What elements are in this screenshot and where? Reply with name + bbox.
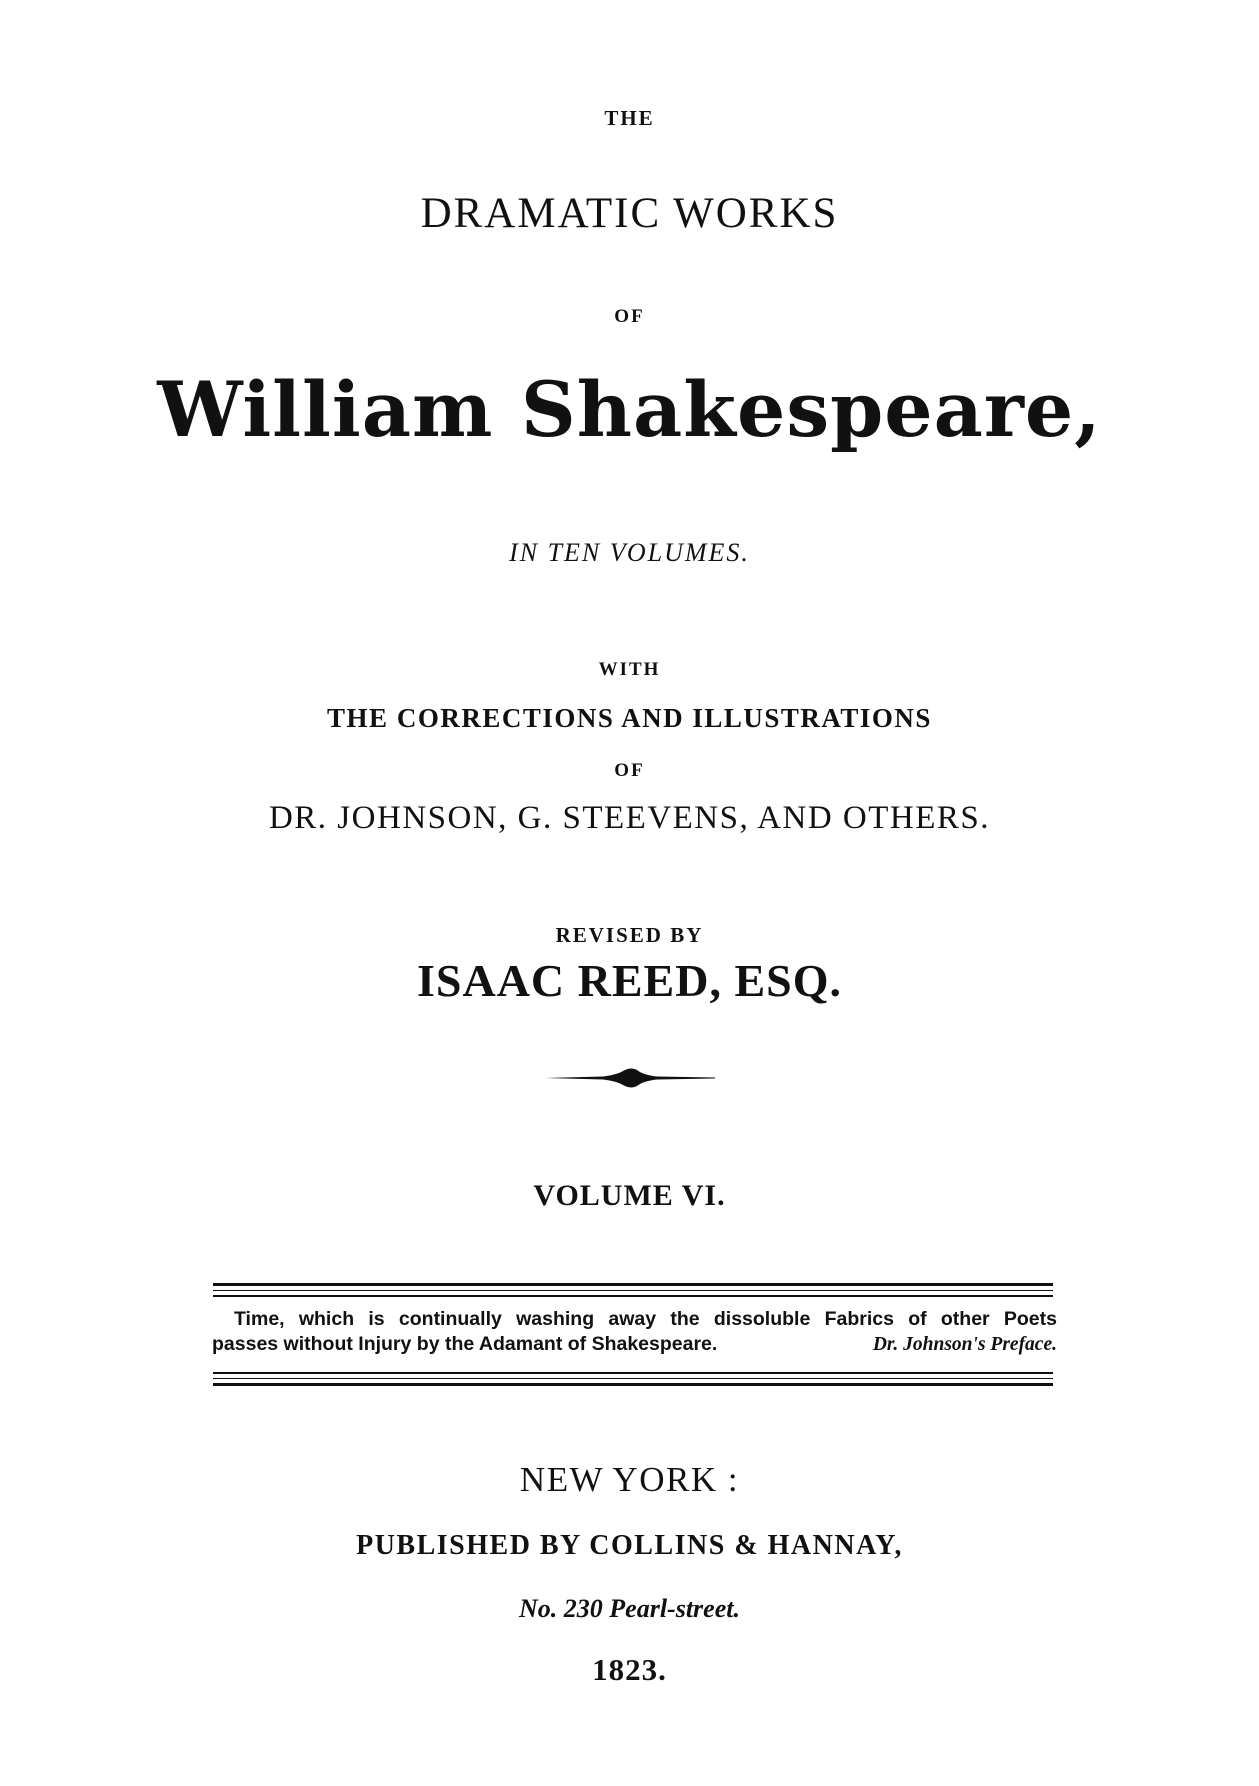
epigraph-top-rule-inner xyxy=(213,1295,1053,1297)
epigraph-bottom-rule-thin xyxy=(213,1378,1053,1379)
epigraph-bottom-rule-inner xyxy=(213,1372,1053,1374)
main-title: DRAMATIC WORKS xyxy=(420,190,839,237)
the-label: THE xyxy=(604,106,655,130)
epigraph-line-1: Time, which is continually washing away the dissoluble Fabrics of other Poets xyxy=(234,1308,1057,1330)
imprint-publisher: PUBLISHED BY COLLINS & HANNAY, xyxy=(356,1530,903,1561)
epigraph-bottom-rule xyxy=(213,1383,1053,1386)
ornament-divider xyxy=(545,1066,715,1090)
corrections-line: THE CORRECTIONS AND ILLUSTRATIONS xyxy=(327,703,932,733)
epigraph-top-rule xyxy=(213,1283,1053,1286)
of-label-2: OF xyxy=(614,760,645,781)
volume-number: VOLUME VI. xyxy=(533,1179,726,1212)
of-label-1: OF xyxy=(614,306,645,327)
epigraph-line-2: passes without Injury by the Adamant of Shakespeare. xyxy=(212,1333,718,1355)
revised-by-label: REVISED BY xyxy=(555,923,704,947)
epigraph xyxy=(212,1307,1057,1357)
with-label: WITH xyxy=(598,659,661,680)
epigraph-top-rule-thin xyxy=(213,1290,1053,1291)
editors-line: DR. JOHNSON, G. STEEVENS, AND OTHERS. xyxy=(268,800,991,836)
imprint-city: NEW YORK : xyxy=(519,1460,740,1499)
volumes-note: IN TEN VOLUMES. xyxy=(509,538,750,567)
epigraph-attribution: Dr. Johnson's Preface. xyxy=(872,1334,1057,1355)
author-name: William Shakespeare, xyxy=(157,365,1102,454)
epigraph-line-2-row xyxy=(212,1332,1057,1357)
imprint-address: No. 230 Pearl-street. xyxy=(519,1594,740,1623)
reviser-name: ISAAC REED, ESQ. xyxy=(417,955,842,1006)
imprint-year: 1823. xyxy=(592,1652,667,1687)
